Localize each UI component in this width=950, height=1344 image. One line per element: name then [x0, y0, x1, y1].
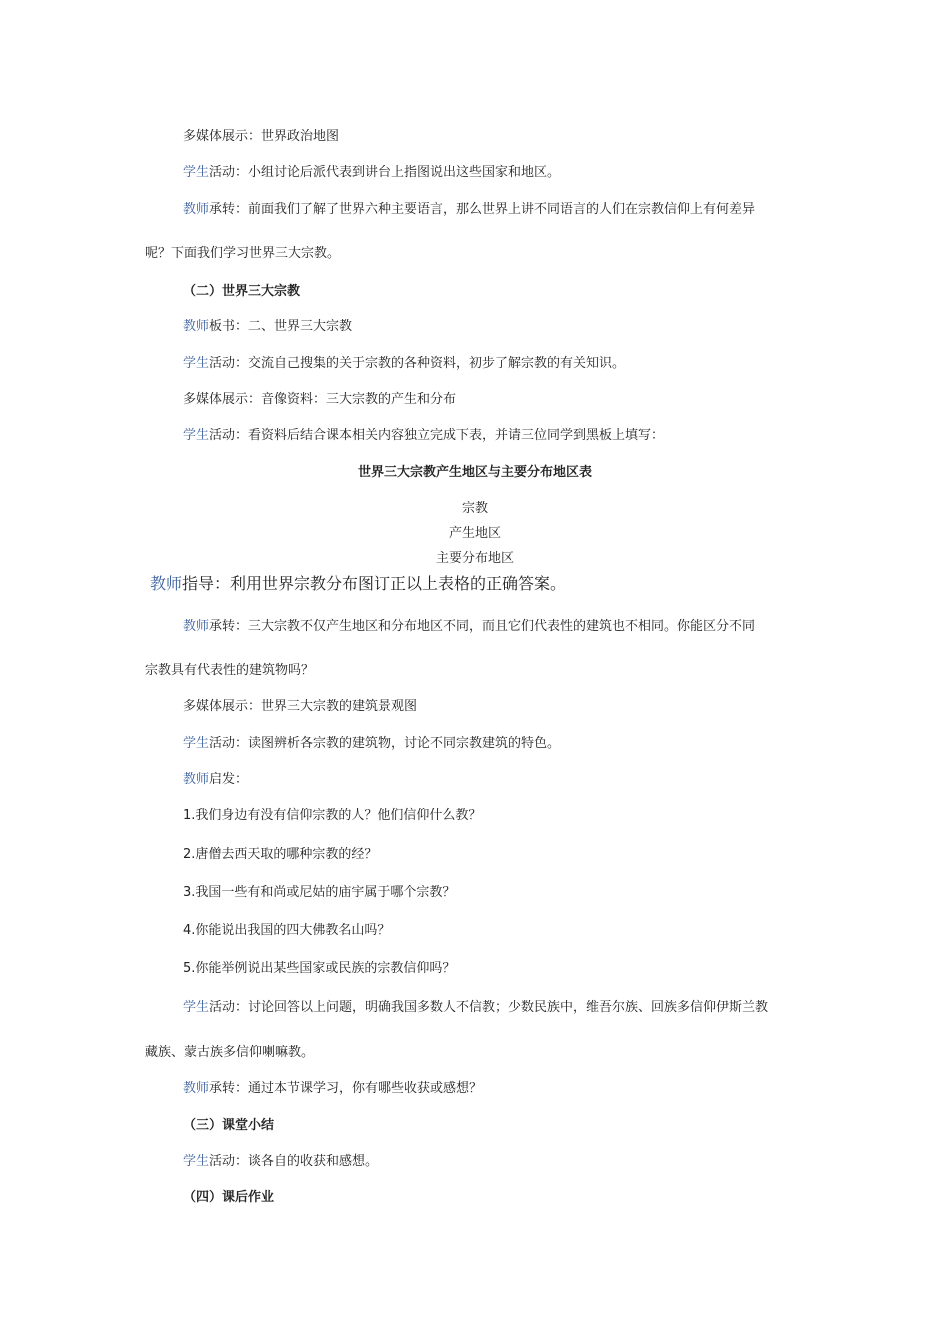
section-heading-3 — [183, 1117, 274, 1135]
paragraph-student-activity-3 — [183, 427, 664, 445]
paragraph-continuation — [145, 662, 314, 680]
question-text: 你能说出我国的四大佛教名山吗？ — [195, 923, 391, 938]
table-header-distribution: 主要分布地区 — [435, 551, 514, 566]
paragraph-text: 指导：利用世界宗教分布图订正以上表格的正确答案。 — [182, 574, 567, 593]
heading-text: （二）世界三大宗教 — [183, 284, 301, 299]
role-label: 教师 — [150, 574, 183, 593]
heading-text: （三）课堂小结 — [183, 1118, 275, 1133]
question-item — [183, 846, 377, 864]
role-label: 教师 — [183, 319, 210, 334]
question-text: 我们身边有没有信仰宗教的人？他们信仰什么教？ — [195, 808, 482, 823]
paragraph-multimedia-audio — [183, 391, 456, 409]
role-label: 学生 — [183, 165, 210, 180]
paragraph-teacher-board — [183, 318, 352, 336]
paragraph-teacher-guide — [150, 573, 566, 595]
paragraph-text: 多媒体展示：世界政治地图 — [183, 129, 340, 144]
question-text: 我国一些有和尚或尼姑的庙宇属于哪个宗教？ — [195, 885, 456, 900]
section-heading-2 — [183, 283, 300, 301]
question-item — [183, 922, 390, 940]
role-label: 教师 — [183, 619, 210, 634]
paragraph-text: 活动：交流自己搜集的关于宗教的各种资料，初步了解宗教的有关知识。 — [209, 356, 626, 371]
question-item — [183, 807, 481, 825]
question-number: 1. — [183, 808, 196, 823]
question-number: 5. — [183, 961, 196, 976]
role-label: 学生 — [183, 1154, 210, 1169]
heading-text: （四）课后作业 — [183, 1190, 275, 1205]
question-number: 4. — [183, 923, 196, 938]
paragraph-text: 多媒体展示：音像资料：三大宗教的产生和分布 — [183, 392, 457, 407]
paragraph-continuation — [145, 245, 340, 263]
table-header-religion: 宗教 — [461, 501, 488, 516]
paragraph-student-activity-2 — [183, 355, 625, 373]
role-label: 学生 — [183, 428, 210, 443]
paragraph-multimedia-map — [183, 128, 339, 146]
table-title: 世界三大宗教产生地区与主要分布地区表 — [357, 465, 592, 480]
paragraph-text: 板书：二、世界三大宗教 — [209, 319, 353, 334]
paragraph-text: 活动：讨论回答以上问题，明确我国多数人不信教；少数民族中，维吾尔族、回族多信仰伊斯兰教 — [209, 1000, 769, 1015]
question-number: 2. — [183, 847, 196, 862]
paragraph-student-activity-4 — [183, 735, 560, 753]
section-heading-4 — [183, 1189, 274, 1207]
table-header-origin: 产生地区 — [448, 526, 501, 541]
question-item — [183, 960, 455, 978]
paragraph-text: 呢？下面我们学习世界三大宗教。 — [145, 246, 341, 261]
question-text: 你能举例说出某些国家或民族的宗教信仰吗？ — [195, 961, 456, 976]
paragraph-text: 活动：谈各自的收获和感想。 — [209, 1154, 379, 1169]
paragraph-text: 启发： — [209, 772, 249, 787]
paragraph-text: 多媒体展示：世界三大宗教的建筑景观图 — [183, 699, 418, 714]
role-label: 学生 — [183, 356, 210, 371]
paragraph-text: 承转：通过本节课学习，你有哪些收获或感想？ — [209, 1081, 483, 1096]
paragraph-student-activity-1 — [183, 164, 560, 182]
role-label: 教师 — [183, 1081, 210, 1096]
paragraph-text: 宗教具有代表性的建筑物吗？ — [145, 663, 315, 678]
paragraph-student-activity-5 — [183, 999, 768, 1017]
role-label: 学生 — [183, 736, 210, 751]
role-label: 教师 — [183, 202, 210, 217]
role-label: 学生 — [183, 1000, 210, 1015]
paragraph-continuation — [145, 1044, 314, 1062]
paragraph-text: 承转：前面我们了解了世界六种主要语言，那么世界上讲不同语言的人们在宗教信仰上有何差异 — [209, 202, 756, 217]
paragraph-text: 藏族、蒙古族多信仰喇嘛教。 — [145, 1045, 315, 1060]
paragraph-text: 活动：看资料后结合课本相关内容独立完成下表，并请三位同学到黑板上填写： — [209, 428, 665, 443]
question-item — [183, 884, 455, 902]
paragraph-multimedia-architecture — [183, 698, 417, 716]
paragraph-teacher-transition-1 — [183, 201, 755, 219]
paragraph-student-activity-6 — [183, 1153, 378, 1171]
paragraph-teacher-prompt — [183, 771, 248, 789]
question-number: 3. — [183, 885, 196, 900]
paragraph-teacher-transition-2 — [183, 618, 755, 636]
paragraph-text: 承转：三大宗教不仅产生地区和分布地区不同，而且它们代表性的建筑也不相同。你能区分不同 — [209, 619, 756, 634]
paragraph-teacher-transition-3 — [183, 1080, 482, 1098]
paragraph-text: 活动：小组讨论后派代表到讲台上指图说出这些国家和地区。 — [209, 165, 561, 180]
question-text: 唐僧去西天取的哪种宗教的经？ — [195, 847, 378, 862]
role-label: 教师 — [183, 772, 210, 787]
paragraph-text: 活动：读图辨析各宗教的建筑物，讨论不同宗教建筑的特色。 — [209, 736, 561, 751]
